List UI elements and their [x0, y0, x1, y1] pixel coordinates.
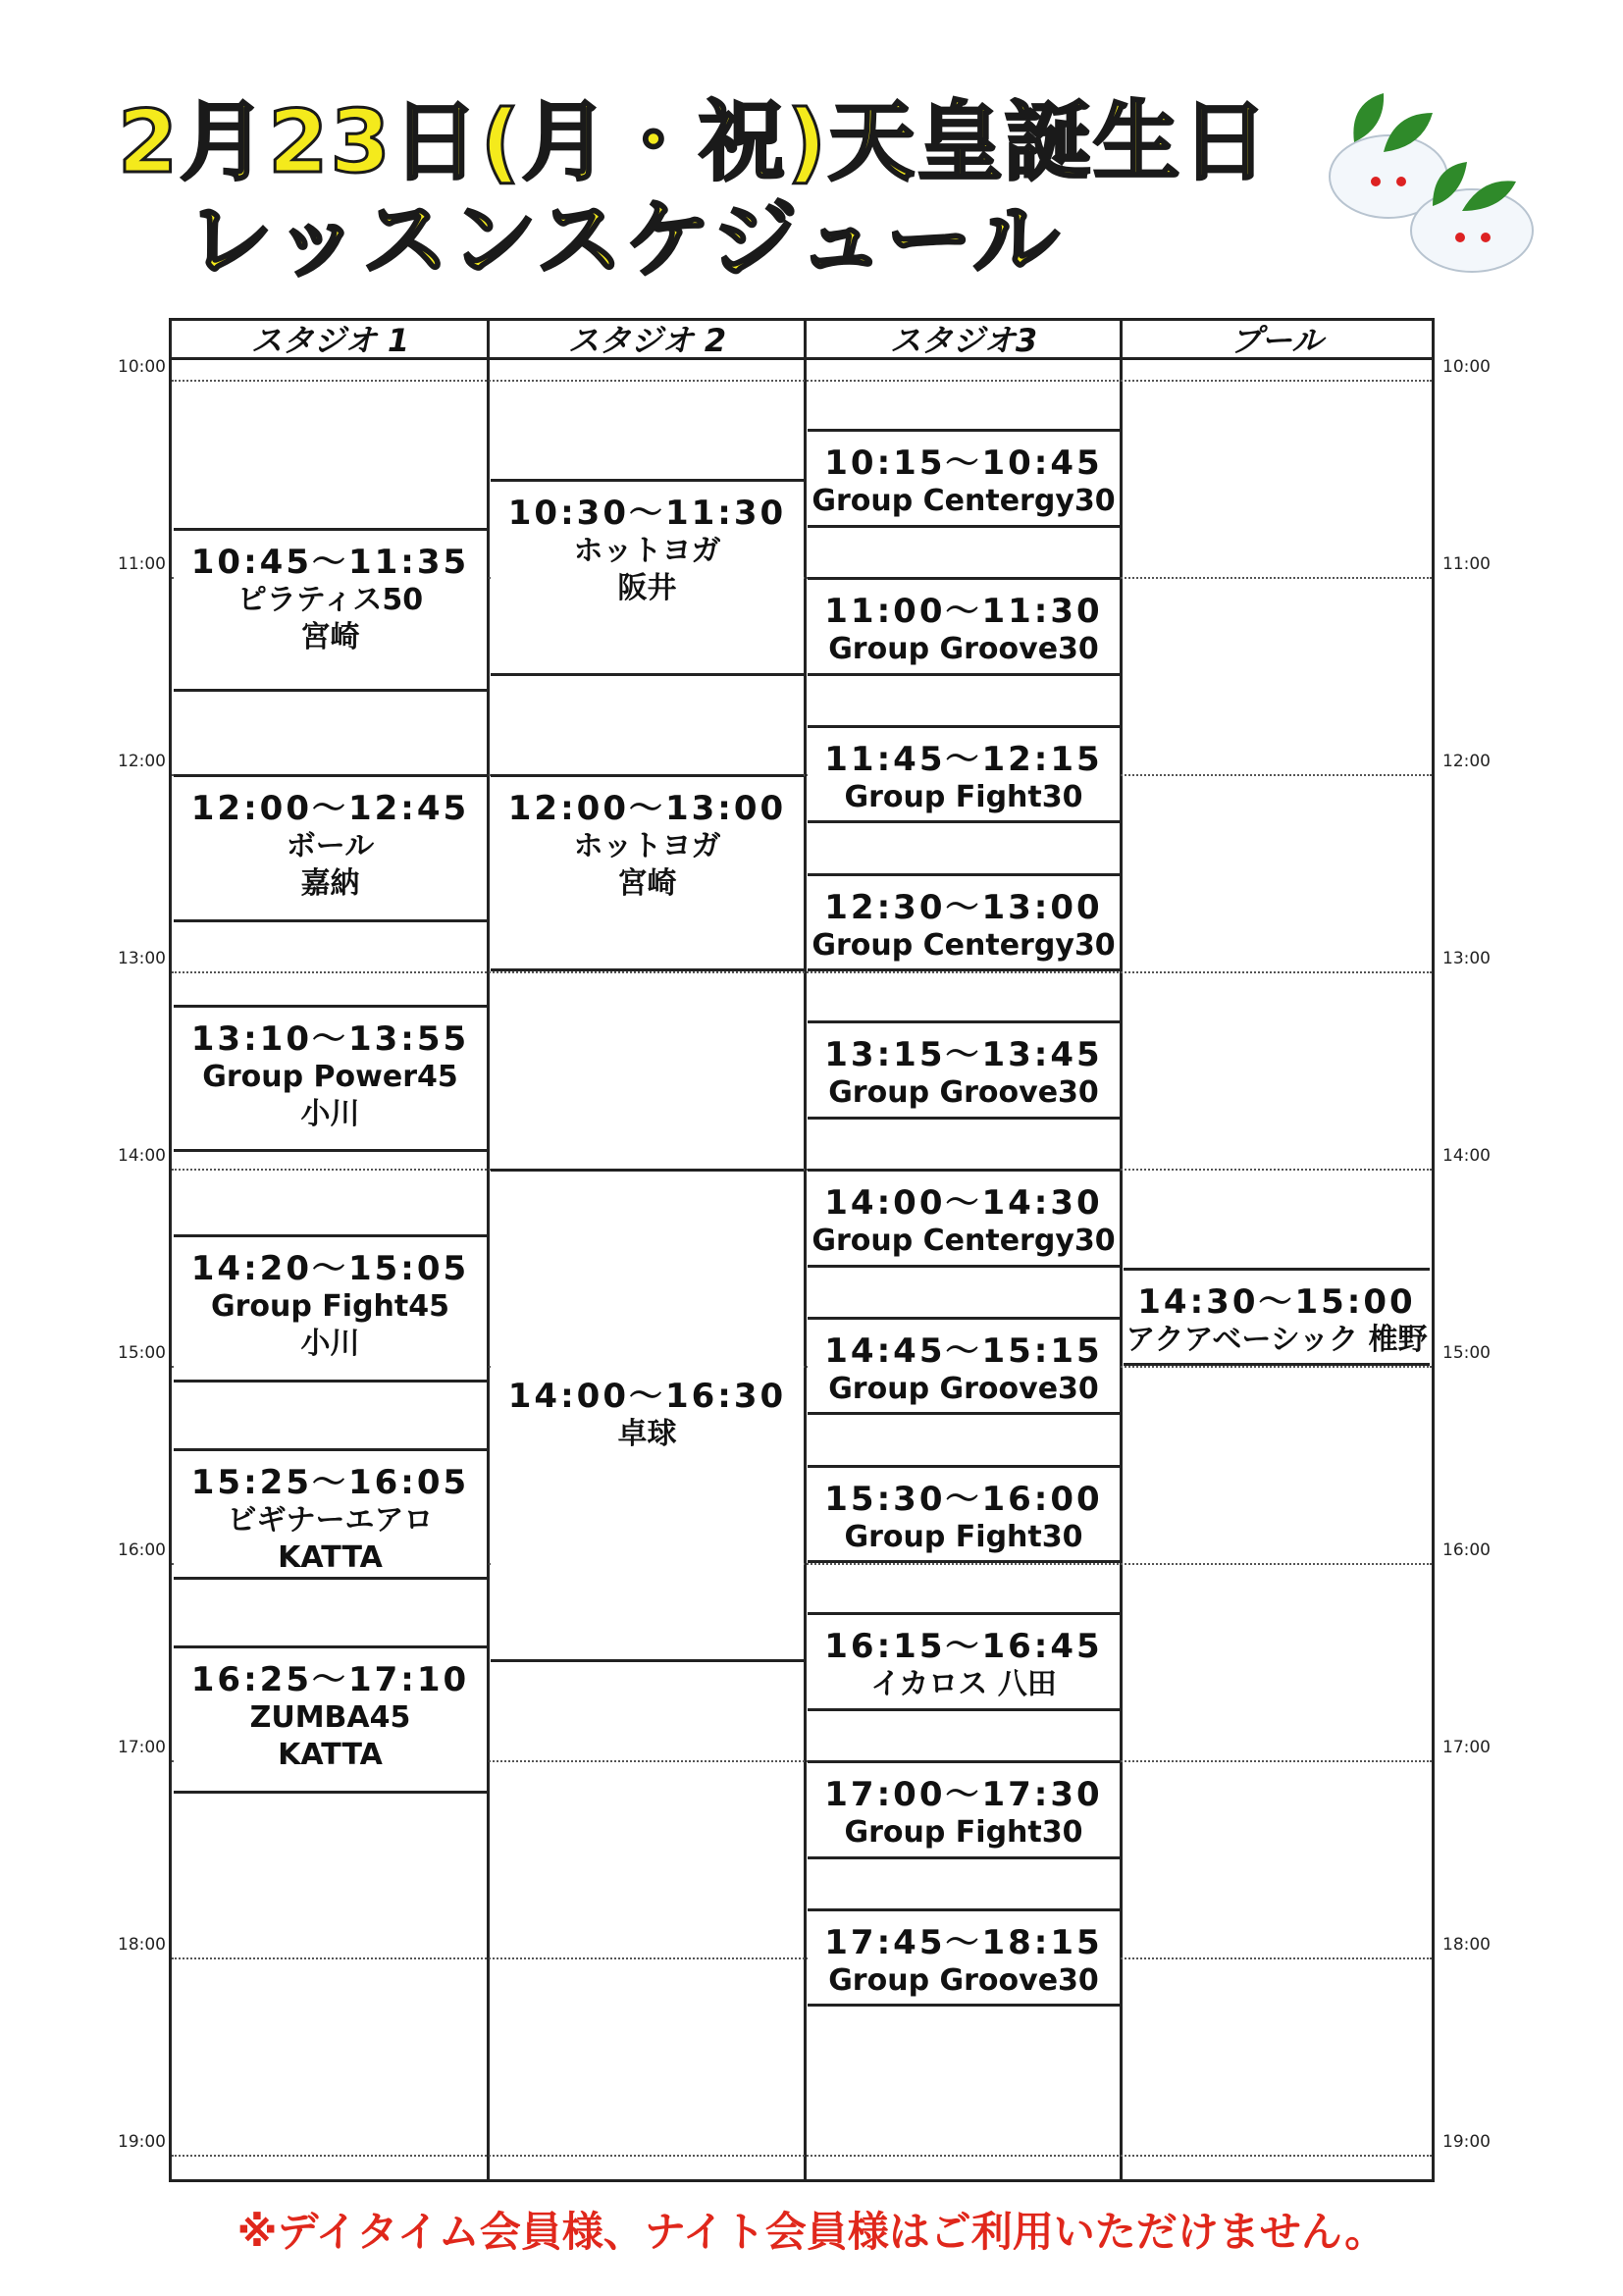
lesson-time: 14:00〜16:30 [507, 1377, 787, 1417]
lesson-time: 11:45〜12:15 [824, 739, 1103, 779]
lesson-time: 13:10〜13:55 [190, 1018, 470, 1059]
hour-label-right: 12:00 [1442, 752, 1491, 771]
lesson-block [174, 1005, 487, 1153]
column-header-3: スタジオ3 [806, 321, 1122, 360]
lesson-name: Group Fight45 [210, 1289, 449, 1324]
lesson-time: 12:00〜12:45 [190, 789, 470, 828]
lesson-time: 16:15〜16:45 [824, 1627, 1103, 1667]
lesson-time: 10:15〜10:45 [824, 444, 1103, 484]
lesson-instructor: KATTA [278, 1539, 383, 1575]
lesson-block [174, 1448, 487, 1580]
lesson-block [808, 429, 1120, 528]
lesson-time: 10:30〜11:30 [507, 493, 787, 533]
lesson-block [808, 1465, 1120, 1564]
lesson-time: 12:30〜13:00 [824, 887, 1103, 927]
lesson-block [174, 774, 487, 922]
lesson-block [808, 577, 1120, 676]
hour-label-left: 18:00 [118, 1935, 166, 1955]
lesson-time: 17:00〜17:30 [824, 1775, 1103, 1814]
lesson-name: Group Centergy30 [812, 1224, 1116, 1258]
lesson-block [808, 725, 1120, 824]
column-divider [487, 321, 490, 2179]
lesson-block [808, 1612, 1120, 1711]
lesson-name: ホットヨガ [573, 829, 721, 863]
lesson-block [808, 873, 1120, 972]
hour-gridline [172, 2155, 1432, 2157]
lesson-block [808, 1317, 1120, 1416]
column-header-2: スタジオ 2 [489, 321, 806, 360]
lesson-instructor: 宮崎 [617, 866, 677, 901]
hour-label-left: 13:00 [118, 949, 166, 968]
lesson-name: Group Centergy30 [812, 484, 1116, 519]
lesson-name: Group Centergy30 [812, 927, 1116, 963]
page-title [118, 93, 1325, 289]
hour-label-right: 16:00 [1442, 1540, 1491, 1560]
lesson-name: ビギナーエアロ [227, 1502, 434, 1538]
lesson-block [174, 1645, 487, 1794]
lesson-name: Group Groove30 [828, 1962, 1099, 1998]
lesson-block [491, 479, 804, 676]
hour-label-right: 19:00 [1442, 2132, 1491, 2152]
lesson-name: Group Fight30 [844, 1815, 1083, 1850]
lesson-name: イカロス 八田 [870, 1667, 1057, 1702]
lesson-time: 16:25〜17:10 [190, 1659, 470, 1699]
snow-rabbit-icon [1315, 83, 1550, 280]
hour-label-left: 16:00 [118, 1540, 166, 1560]
hour-label-left: 19:00 [118, 2132, 166, 2152]
title-line-2: レッスンスケジュール [186, 189, 1062, 290]
hour-label-right: 11:00 [1442, 554, 1491, 574]
lesson-time: 11:00〜11:30 [824, 592, 1103, 631]
column-divider [1120, 321, 1123, 2179]
footer-note: ※デイタイム会員様、ナイト会員様はご利用いただけません。 [236, 2208, 1387, 2256]
column-header-4: プール [1122, 321, 1432, 360]
schedule-grid [169, 318, 1435, 2182]
hour-gridline [172, 380, 1432, 382]
hour-label-left: 17:00 [118, 1738, 166, 1757]
lesson-block [1124, 1268, 1430, 1367]
lesson-name: Group Groove30 [828, 632, 1099, 666]
lesson-time: 14:30〜15:00 [1137, 1281, 1416, 1322]
lesson-name: Group Fight30 [844, 1519, 1083, 1554]
lesson-time: 14:20〜15:05 [190, 1249, 470, 1288]
hour-label-left: 12:00 [118, 752, 166, 771]
lesson-block [808, 1169, 1120, 1268]
column-header-1: スタジオ 1 [172, 321, 489, 360]
lesson-block [174, 1234, 487, 1383]
lesson-name: Group Fight30 [844, 779, 1083, 814]
lesson-block [808, 1760, 1120, 1859]
hour-label-right: 17:00 [1442, 1738, 1491, 1757]
lesson-instructor: 小川 [300, 1327, 360, 1361]
hour-label-right: 13:00 [1442, 949, 1491, 968]
lesson-name: ボール [286, 829, 375, 863]
lesson-name: ZUMBA45 [249, 1699, 411, 1735]
lesson-block [174, 528, 487, 693]
lesson-name: アクアベーシック 椎野 [1126, 1322, 1428, 1357]
lesson-time: 12:00〜13:00 [507, 789, 787, 828]
hour-label-right: 10:00 [1442, 357, 1491, 377]
lesson-time: 10:45〜11:35 [190, 542, 470, 582]
lesson-instructor: KATTA [278, 1737, 383, 1772]
lesson-time: 13:15〜13:45 [824, 1035, 1103, 1075]
column-divider [804, 321, 807, 2179]
hour-label-right: 18:00 [1442, 1935, 1491, 1955]
lesson-name: 卓球 [617, 1417, 677, 1452]
lesson-name: ピラティス50 [236, 582, 424, 617]
lesson-instructor: 宮崎 [300, 619, 360, 654]
lesson-time: 14:45〜15:15 [824, 1331, 1103, 1371]
lesson-instructor: 嘉納 [300, 866, 360, 901]
lesson-time: 17:45〜18:15 [824, 1922, 1103, 1962]
lesson-name: Group Power45 [202, 1059, 458, 1094]
lesson-block [808, 1908, 1120, 2008]
lesson-time: 15:30〜16:00 [824, 1479, 1103, 1519]
lesson-block [491, 774, 804, 971]
lesson-name: Group Groove30 [828, 1371, 1099, 1406]
lesson-instructor: 小川 [300, 1096, 360, 1131]
hour-label-left: 11:00 [118, 554, 166, 574]
hour-label-left: 10:00 [118, 357, 166, 377]
hour-label-right: 15:00 [1442, 1343, 1491, 1363]
lesson-block [808, 1020, 1120, 1120]
lesson-name: Group Groove30 [828, 1075, 1099, 1111]
lesson-instructor: 阪井 [617, 570, 677, 605]
lesson-name: ホットヨガ [573, 533, 721, 568]
hour-label-left: 14:00 [118, 1146, 166, 1166]
hour-label-left: 15:00 [118, 1343, 166, 1363]
hour-gridline [172, 971, 1432, 973]
hour-gridline [172, 1957, 1432, 1959]
lesson-block [491, 1169, 804, 1662]
lesson-time: 14:00〜14:30 [824, 1183, 1103, 1223]
title-line-1: 2月23日(月・祝)天皇誕生日 [118, 91, 1271, 192]
hour-label-right: 14:00 [1442, 1146, 1491, 1166]
lesson-time: 15:25〜16:05 [190, 1462, 470, 1502]
